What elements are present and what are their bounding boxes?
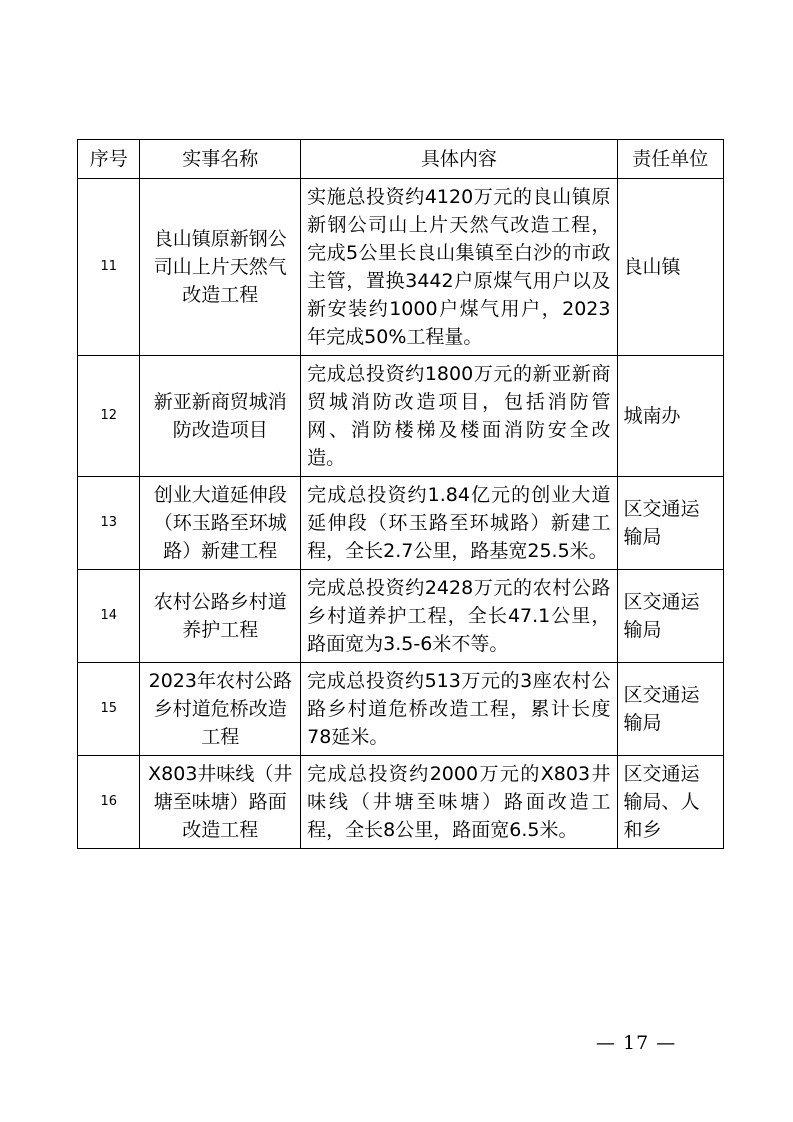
row-name: X803井味线（井塘至味塘）路面改造工程 [140, 756, 301, 849]
row-content: 完成总投资约2000万元的X803井味线（井塘至味塘）路面改造工程，全长8公里，路面宽6.5米。 [301, 756, 617, 849]
table-row [78, 356, 724, 477]
header-no: 序号 [78, 140, 140, 179]
header-content: 具体内容 [301, 140, 617, 179]
row-name: 新亚新商贸城消防改造项目 [140, 356, 301, 477]
header-unit: 责任单位 [617, 140, 724, 179]
table-row [78, 756, 724, 849]
row-unit: 城南办 [617, 356, 724, 477]
row-no: 14 [78, 570, 140, 663]
table-row [78, 179, 724, 356]
row-content: 完成总投资约2428万元的农村公路乡村道养护工程，全长47.1公里，路面宽为3.5-6米不等。 [301, 570, 617, 663]
row-no: 11 [78, 179, 140, 356]
row-name: 良山镇原新钢公司山上片天然气改造工程 [140, 179, 301, 356]
row-no: 15 [78, 663, 140, 756]
row-no: 16 [78, 756, 140, 849]
row-name: 2023年农村公路乡村道危桥改造工程 [140, 663, 301, 756]
row-name: 农村公路乡村道养护工程 [140, 570, 301, 663]
table-header-row [78, 140, 724, 179]
table-row [78, 477, 724, 570]
page-number: — 17 — [596, 1032, 677, 1054]
row-content: 完成总投资约1.84亿元的创业大道延伸段（环玉路至环城路）新建工程，全长2.7公里，路基宽25.5米。 [301, 477, 617, 570]
projects-table [77, 139, 724, 849]
row-unit: 良山镇 [617, 179, 724, 356]
row-no: 12 [78, 356, 140, 477]
table-row [78, 570, 724, 663]
header-name: 实事名称 [140, 140, 301, 179]
row-content: 实施总投资约4120万元的良山镇原新钢公司山上片天然气改造工程，完成5公里长良山集镇至白沙的市政主管，置换3442户原煤气用户以及新安装约1000户煤气用户，2023年完成50%工程量。 [301, 179, 617, 356]
row-unit: 区交通运输局 [617, 477, 724, 570]
row-unit: 区交通运输局、人和乡 [617, 756, 724, 849]
row-no: 13 [78, 477, 140, 570]
row-name: 创业大道延伸段（环玉路至环城路）新建工程 [140, 477, 301, 570]
table-row [78, 663, 724, 756]
row-content: 完成总投资约1800万元的新亚新商贸城消防改造项目，包括消防管网、消防楼梯及楼面消防安全改造。 [301, 356, 617, 477]
row-unit: 区交通运输局 [617, 570, 724, 663]
row-unit: 区交通运输局 [617, 663, 724, 756]
row-content: 完成总投资约513万元的3座农村公路乡村道危桥改造工程，累计长度78延米。 [301, 663, 617, 756]
